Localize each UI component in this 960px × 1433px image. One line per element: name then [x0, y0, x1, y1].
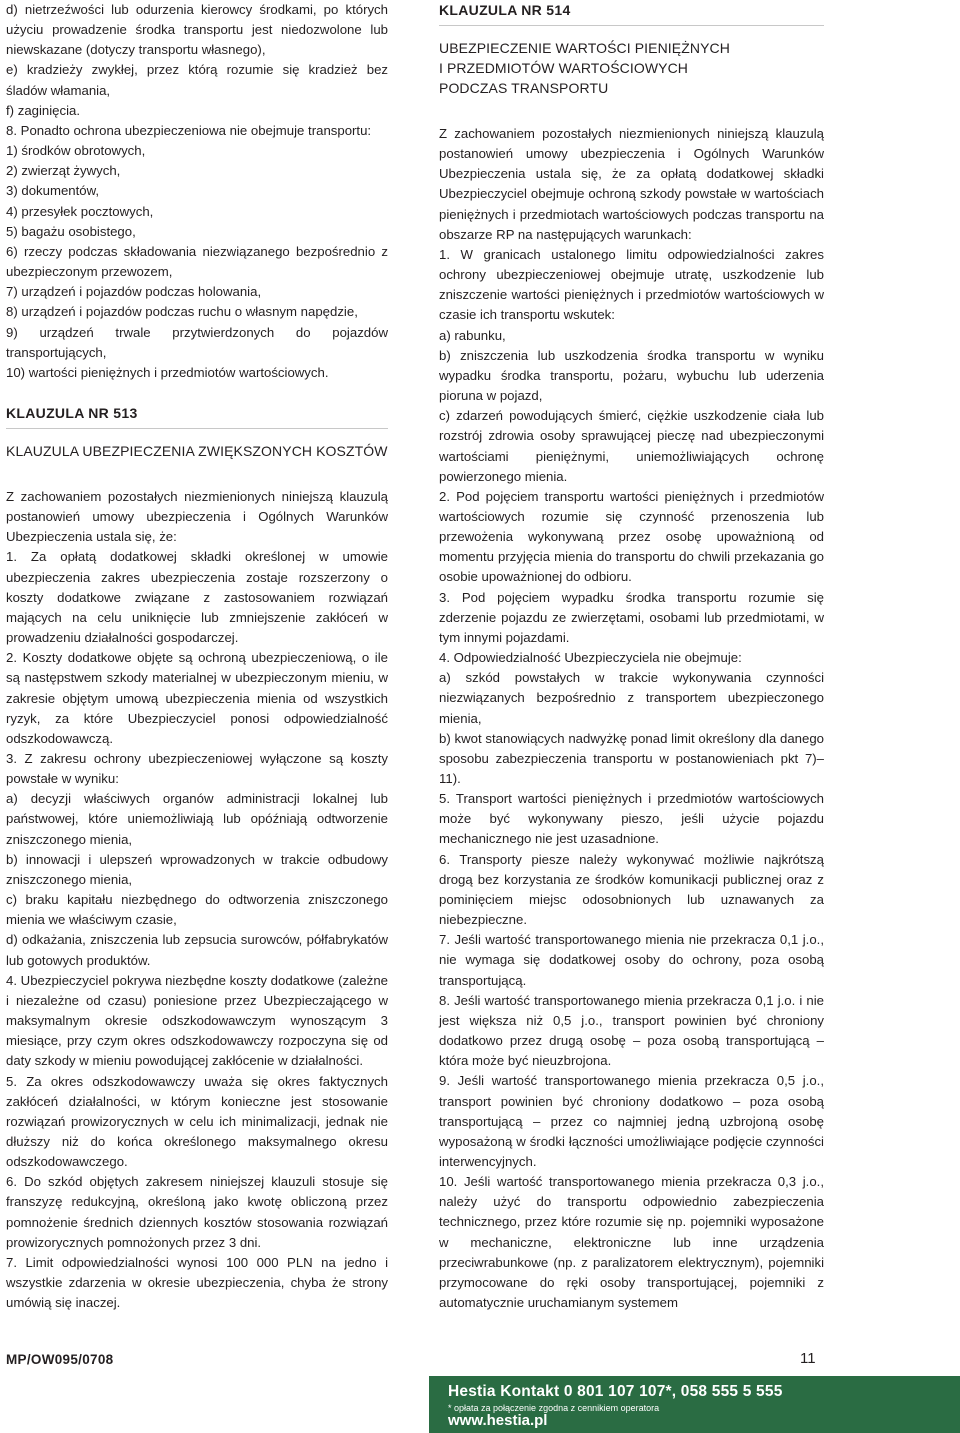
- paragraph: 6. Transporty piesze należy wykonywać możliwie najkrótszą drogą bez korzystania ze środków komunikacji publicznej oraz z pominięciem miejsc odosobnionych lub uznawanych za niebezpieczne.: [439, 851, 824, 928]
- paragraph: d) nietrzeźwości lub odurzenia kierowcy środkami, po których użyciu prowadzenie środka transportu jest niedozwolone lub niewskazane (dotyczy transportu własnego),: [6, 2, 388, 58]
- website-link[interactable]: www.hestia.pl: [448, 1412, 548, 1429]
- paragraph: 7) urządzeń i pojazdów podczas holowania,: [6, 284, 262, 300]
- paragraph: 7. Jeśli wartość transportowanego mienia nie przekracza 0,1 j.o., nie wymaga się dodatkowej osoby do ochrony, poza osobą transportującą.: [439, 932, 824, 988]
- paragraph: 9. Jeśli wartość transportowanego mienia przekracza 0,5 j.o., transport powinien być chroniony dodatkowo – poza osobą transportującą – przez co najmniej jedną uzbrojoną osobę wyposażoną w środki łączności umożliwiające podjęcie czynności interwencyjnych.: [439, 1073, 824, 1169]
- paragraph: 6) rzeczy podczas składowania niezwiązanego bezpośrednio z ubezpieczonym przewozem,: [6, 243, 388, 280]
- divider: [6, 428, 388, 429]
- paragraph: 1) środków obrotowych,: [6, 143, 146, 159]
- clause-514-subtitle: [439, 38, 824, 98]
- paragraph: 5) bagażu osobistego,: [6, 223, 136, 239]
- paragraph: 6. Do szkód objętych zakresem niniejszej klauzuli stosuje się franszyzę redukcyjną, określoną jako kwotę obliczoną przez pomnożenie średnich dziennych kosztów stosowania rozwiązań prowizorycznych pomnożonych przez 3 dni.: [6, 1174, 388, 1250]
- paragraph: 3. Z zakresu ochrony ubezpieczeniowej wyłączone są koszty powstałe w wyniku:: [6, 751, 388, 787]
- paragraph: e) kradzieży zwykłej, przez którą rozumie się kradzież bez śladów włamania,: [6, 62, 388, 98]
- paragraph: 3. Pod pojęciem wypadku środka transportu rozumie się zderzenie pojazdu ze zwierzętami, osobami lub przedmiotami, w tym innymi pojazdami.: [439, 589, 824, 645]
- paragraph: 9) urządzeń trwale przytwierdzonych do pojazdów transportujących,: [6, 324, 388, 360]
- clause-514-title: KLAUZULA NR 514: [439, 2, 571, 18]
- paragraph: 4. Ubezpieczyciel pokrywa niezbędne koszty dodatkowe (zależne i niezależne od czasu) poniesione przez Ubezpieczającego w maksymalnym okresie odszkodowawczym wynoszącym 3 miesiące, przy czym okres odszkodowawczy rozpoczyna się od daty szkody w mieniu powodującej zakłócenie w działalności.: [6, 972, 388, 1069]
- paragraph: b) innowacji i ulepszeń wprowadzonych w trakcie odbudowy zniszczonego mienia,: [6, 851, 388, 887]
- right-column: [439, 0, 824, 1313]
- contact-band: [429, 1376, 960, 1433]
- divider: [439, 25, 824, 26]
- contact-phone-line: Hestia Kontakt 0 801 107 107*, 058 555 5 555: [448, 1383, 783, 1400]
- paragraph: b) kwot stanowiących nadwyżkę ponad limit określony dla danego sposobu zabezpieczenia transportu w postanowieniach pkt 7)–11).: [439, 730, 824, 786]
- subtitle-line: UBEZPIECZENIE WARTOŚCI PIENIĘŻNYCH: [439, 40, 730, 56]
- document-code: MP/OW095/0708: [6, 1352, 114, 1367]
- paragraph: f) zaginięcia.: [6, 102, 81, 118]
- paragraph: c) zdarzeń powodujących śmierć, ciężkie uszkodzenie ciała lub rozstrój zdrowia osoby sprawującej pieczę nad ubezpieczonymi wartościami pieniężnymi, uniemożliwiających ochronę powierzonego mienia.: [439, 408, 824, 484]
- paragraph: 2) zwierząt żywych,: [6, 163, 121, 179]
- clause-513-title: KLAUZULA NR 513: [6, 404, 138, 421]
- page-number: 11: [800, 1350, 816, 1367]
- paragraph: Z zachowaniem pozostałych niezmienionych niniejszą klauzulą postanowień umowy ubezpieczenia i Ogólnych Warunków Ubezpieczenia ustala się, że za opłatą dodatkowej składki Ubezpieczyciel obejmuje ochroną szkody powstałe w wartościach pieniężnych i przedmiotach wartościowych podczas transportu na obszarze RP na następujących warunkach:: [439, 126, 824, 242]
- paragraph: 10) wartości pieniężnych i przedmiotów wartościowych.: [6, 364, 329, 380]
- paragraph: 7. Limit odpowiedzialności wynosi 100 000 PLN na jedno i wszystkie zdarzenia w okresie ubezpieczenia, chyba że strony umówią się inaczej.: [6, 1254, 388, 1311]
- paragraph: 8) urządzeń i pojazdów podczas ruchu o własnym napędzie,: [6, 304, 358, 320]
- paragraph: Z zachowaniem pozostałych niezmienionych niniejszą klauzulą postanowień umowy ubezpieczenia i Ogólnych Warunków Ubezpieczenia ustala się, że:: [6, 488, 388, 545]
- clause-513-body: [6, 487, 388, 1313]
- contact-footnote: * opłata za połączenie zgodna z cennikiem operatora: [448, 1403, 660, 1413]
- clause-513-subtitle: [6, 441, 388, 461]
- paragraph: 1. Za opłatą dodatkowej składki określonej w umowie ubezpieczenia zakres ubezpieczenia zostaje rozszerzony o koszty dodatkowe związane z zastosowaniem rozwiązań mających na celu uniknięcie lub zmniejszenie zakłóceń w prowadzeniu działalności gospodarczej.: [6, 549, 388, 646]
- paragraph: 1. W granicach ustalonego limitu odpowiedzialności zakres ochrony ubezpieczeniowej obejmuje utratę, uszkodzenie lub zniszczenie wartości pieniężnych i przedmiotów wartościowych w czasie ich transportu wskutek:: [439, 246, 824, 323]
- left-column: [6, 0, 388, 1313]
- paragraph: 10. Jeśli wartość transportowanego mienia przekracza 0,3 j.o., należy użyć do transportu odpowiednio zabezpieczenia technicznego, przez które rozumie się np. pojemniki wyposażone w mechaniczne, elektroniczne lub inne urządzenia przeciwrabunkowe (np. z paralizatorem elektrycznym), pojemniki przymocowane do ręki osoby transportującej, pojemniki z automatycznie uruchamianym systemem: [439, 1174, 824, 1311]
- paragraph: 5. Transport wartości pieniężnych i przedmiotów wartościowych może być wykonywany pieszo, jeśli użycie pojazdu mechanicznego nie jest uzasadnione.: [439, 791, 824, 847]
- paragraph: a) decyzji właściwych organów administracji lokalnej lub państwowej, które uniemożliwiają lub opóźniają odtworzenie zniszczonego mienia,: [6, 791, 388, 847]
- subtitle-line: I PRZEDMIOTÓW WARTOŚCIOWYCH: [439, 60, 688, 76]
- paragraph: 2. Pod pojęciem transportu wartości pieniężnych i przedmiotów wartościowych rozumie się czynność przenoszenia lub przewożenia wykonywaną przez osobę upoważnioną od momentu przyjęcia mienia do transportu do chwili przekazania go osobie upoważnionej do odbioru.: [439, 488, 824, 585]
- paragraph: 2. Koszty dodatkowe objęte są ochroną ubezpieczeniową, o ile są następstwem szkody materialnej w ubezpieczonym mieniu, w zakresie objętym umową ubezpieczenia mienia od wszystkich ryzyk, za które Ubezpieczyciel ponosi odpowiedzialność odszkodowawczą.: [6, 650, 388, 746]
- subtitle-line: KLAUZULA UBEZPIECZENIA ZWIĘKSZONYCH KOSZTÓW: [6, 442, 388, 459]
- paragraph: 8. Jeśli wartość transportowanego mienia przekracza 0,1 j.o. i nie jest większa niż 0,5 j.o., transport powinien być chroniony dodatkowo przez drugą osobę – poza osobą transportującą – która może być nieuzbrojona.: [439, 992, 824, 1069]
- paragraph: 4. Odpowiedzialność Ubezpieczyciela nie obejmuje:: [439, 650, 742, 666]
- paragraph: 3) dokumentów,: [6, 183, 100, 199]
- paragraph: 5. Za okres odszkodowawczy uważa się okres faktycznych zakłóceń działalności, w którym konieczne jest stosowanie rozwiązań prowizorycznych w celu ich minimalizacji, jednak nie dłuższy niż do końca określonego maksymalnego okresu odszkodowawczego.: [6, 1073, 388, 1170]
- paragraph: d) odkażania, zniszczenia lub zepsucia surowców, półfabrykatów lub gotowych produktów.: [6, 932, 388, 968]
- subtitle-line: PODCZAS TRANSPORTU: [439, 80, 609, 96]
- left-top-section: [6, 0, 388, 383]
- paragraph: 4) przesyłek pocztowych,: [6, 203, 154, 219]
- paragraph: b) zniszczenia lub uszkodzenia środka transportu w wyniku wypadku środka transportu, pożaru, wybuchu lub uderzenia pioruna w pojazd,: [439, 347, 824, 404]
- clause-514-body: [439, 124, 824, 1313]
- paragraph: 8. Ponadto ochrona ubezpieczeniowa nie obejmuje transportu:: [6, 122, 372, 138]
- paragraph: a) rabunku,: [439, 327, 506, 343]
- paragraph: a) szkód powstałych w trakcie wykonywania czynności niezwiązanych bezpośrednio z transportem ubezpieczonego mienia,: [439, 670, 824, 726]
- paragraph: c) braku kapitału niezbędnego do odtworzenia zniszczonego mienia we właściwym czasie,: [6, 892, 388, 928]
